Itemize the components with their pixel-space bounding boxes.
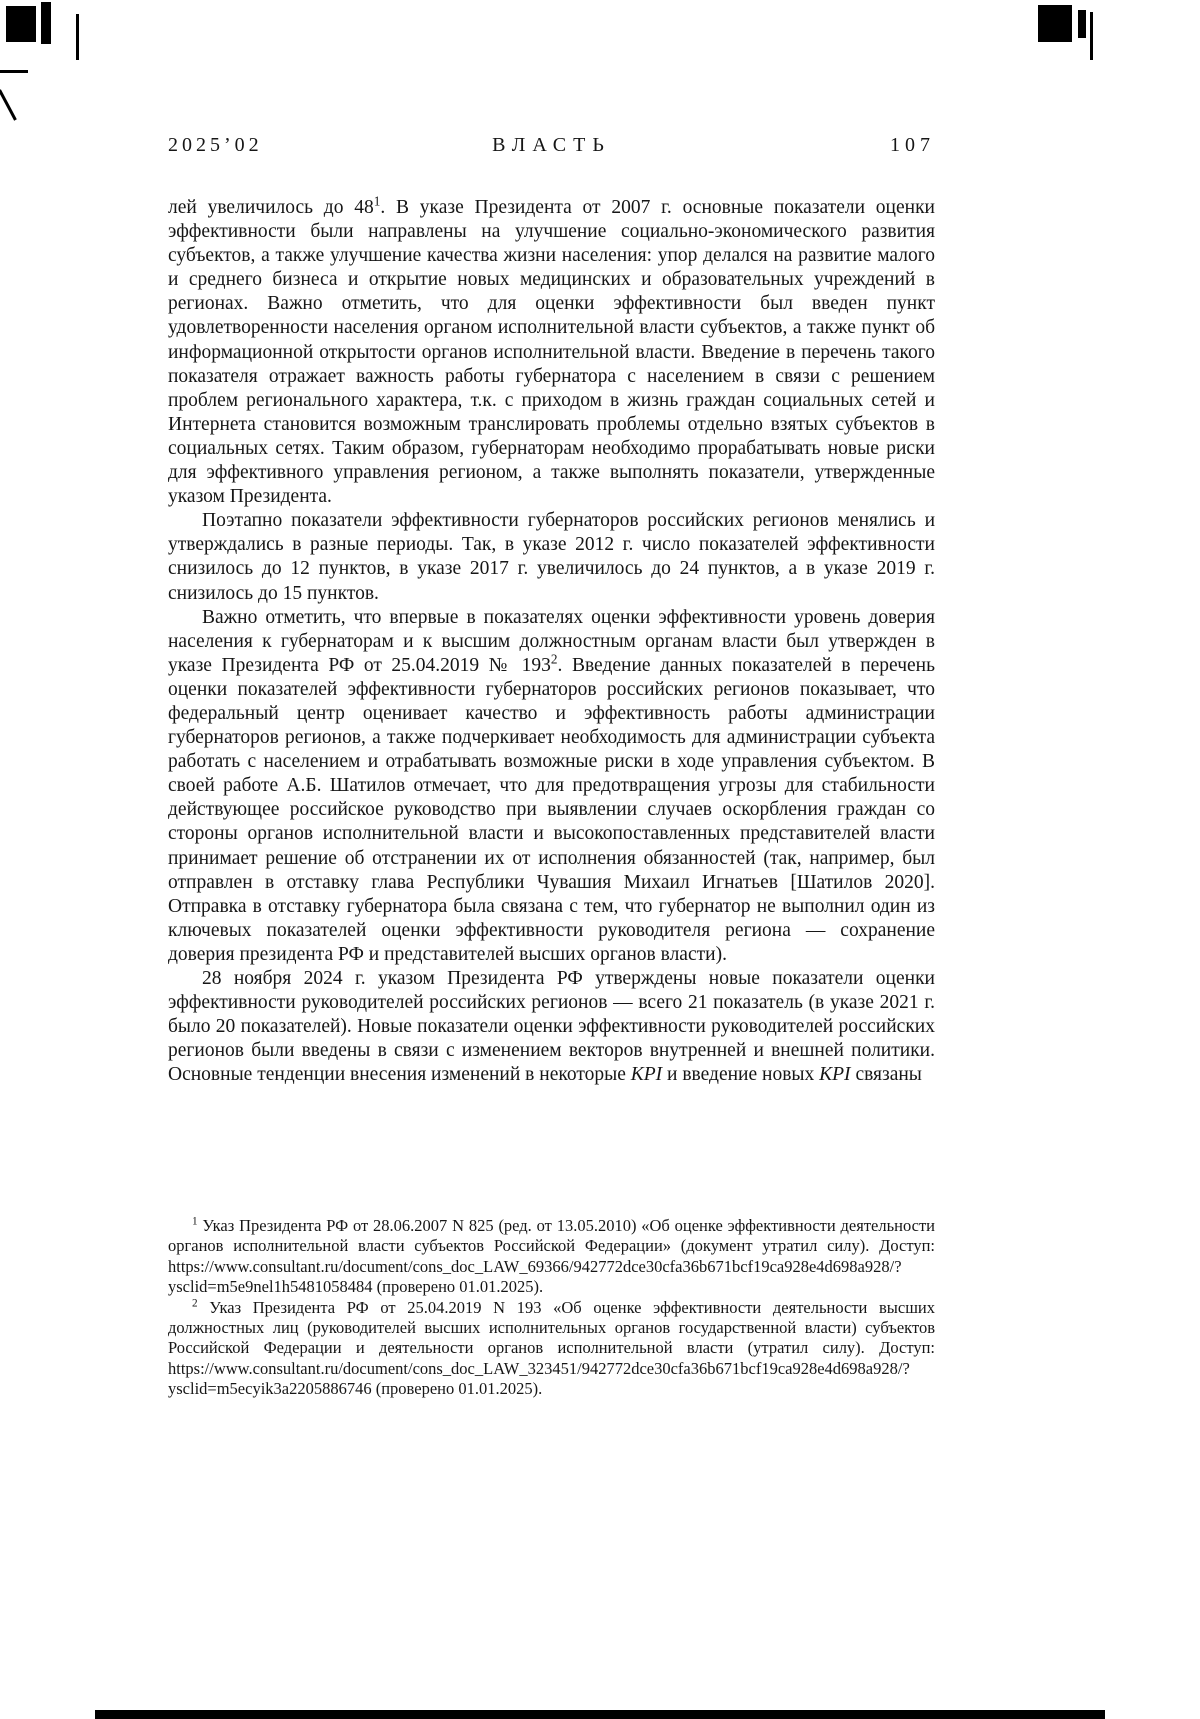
footnote <box>168 1216 935 1298</box>
bottom-print-bar <box>95 1710 1105 1719</box>
footnote-reference: 1 <box>373 193 381 209</box>
crop-mark-top-left-line <box>76 14 79 60</box>
text-segment: KPI <box>630 1064 663 1086</box>
crop-mark-top-right-2 <box>1078 10 1086 38</box>
page-number: 107 <box>890 134 935 156</box>
paragraph <box>168 606 935 967</box>
journal-title: ВЛАСТЬ <box>492 134 611 156</box>
text-segment: KPI <box>819 1064 851 1086</box>
footnote-marker: 2 <box>192 1297 198 1310</box>
text-segment: . В указе Президента от 2007 г. основные показатели оценки эффективности были направлены на улучшение социально-экономического развития субъектов, а также улучшение качества жизни населения: упор делался на развитие малого и среднего бизнеса и открытие новых медицинских и образовательных учреждений в регионах. Важно отметить, что для оценки эффективности был введен пункт удовлетворенности населения органом исполнительной власти субъектов, а также пункт об информационной открытости органов исполнительной власти. Введение в перечень такого показателя отражает важность работы губернатора с населением в связи с решением проблем регионального характера, т.к. с приходом в жизнь граждан социальных сетей и Интернета становится возможным транслировать проблемы отдельно взятых субъектов в социальных сетях. Таким образом, губернаторам необходимо прорабатывать новые риски для эффективного управления регионом, а также выполнять показатели, утвержденные указом Президента. <box>168 197 935 508</box>
crop-mark-top-left-2 <box>41 2 51 44</box>
crop-mark-left-diagonal <box>0 89 17 120</box>
text-segment: . Введение данных показателей в перечень оценки показателей эффективности губернаторов российских регионов показывает, что федеральный центр оценивает качество и эффективность работы администрации губернаторов регионов, а также подчеркивает необходимость для администрации субъекта работать с населением и отрабатывать возможные риски в ходе управления субъектом. В своей работе А.Б. Шатилов отмечает, что для предотвращения угрозы для стабильности действующее российское руководство при выявлении случаев оскорбления граждан со стороны органов исполнительной власти и высокопоставленных представителей власти принимает решение об отстранении их от исполнения обязанностей (так, например, был отправлен в отставку глава Республики Чувашия Михаил Игнатьев [Шатилов 2020]. Отправка в отставку губернатора была связана с тем, что губернатор не выполнил один из ключевых показателей оценки эффективности руководителя региона — сохранение доверия президента РФ и представителей высших органов власти). <box>168 654 935 965</box>
footnote-reference: 2 <box>550 651 558 667</box>
issue-label: 2025’02 <box>168 134 263 156</box>
crop-mark-left-tick <box>0 70 28 73</box>
paragraph <box>168 509 935 605</box>
footnotes <box>168 1216 935 1400</box>
text-segment: лей увеличилось до 48 <box>168 197 374 218</box>
text-segment: 28 ноября 2024 г. указом Президента РФ утверждены новые показатели оценки эффективности руководителей российских регионов — всего 21 показатель (в указе 2021 г. было 20 показателей). Новые показатели оценки эффективности руководителей российских регионов были введены в связи с изменением векторов внутренней и внешней политики. Основные тенденции внесения изменений в некоторые <box>168 968 935 1086</box>
body-text <box>168 193 935 1087</box>
paragraph <box>168 967 935 1087</box>
crop-mark-top-right-line <box>1090 12 1093 60</box>
text-segment: Указ Президента РФ от 25.04.2019 N 193 «Об оценке эффективности деятельности высших должностных лиц (руководителей высших исполнительных органов государственной власти) субъектов Российской Федерации и деятельности органов исполнительной власти (утратил силу). Доступ: https://www.consultant.ru/document/cons_doc_LAW_323451/942772dce30cfa36b671bcf19ca928e4d698a928/?ysclid=m5ecyik3a2205886746 (проверено 01.01.2025). <box>168 1297 935 1399</box>
text-segment: Поэтапно показатели эффективности губернаторов российских регионов менялись и утверждались в разные периоды. Так, в указе 2012 г. число показателей эффективности снизилось до 12 пунктов, в указе 2017 г. увеличилось до 24 пунктов, а в указе 2019 г. снизилось до 15 пунктов. <box>168 510 935 604</box>
running-head <box>168 134 935 160</box>
crop-mark-top-right <box>1038 5 1072 42</box>
crop-mark-top-left <box>6 6 36 42</box>
footnote-marker: 1 <box>192 1215 198 1228</box>
footnote <box>168 1298 935 1400</box>
text-segment: Важно отметить, что впервые в показателях оценки эффективности уровень доверия населения к губернаторам и к высшим должностным органам власти был утвержден в указе Президента РФ от 25.04.2019 № 193 <box>168 606 935 676</box>
text-segment: Указ Президента РФ от 28.06.2007 N 825 (ред. от 13.05.2010) «Об оценке эффективности деятельности органов исполнительной власти субъектов Российской Федерации» (документ утратил силу). Доступ: https://www.consultant.ru/document/cons_doc_LAW_69366/942772dce30cfa36b671bcf19ca928e4d698a928/?ysclid=m5e9nel1h5481058484 (проверено 01.01.2025). <box>168 1216 935 1297</box>
paragraph <box>168 193 935 509</box>
text-segment: связаны <box>850 1064 922 1086</box>
text-segment: и введение новых <box>662 1064 820 1086</box>
